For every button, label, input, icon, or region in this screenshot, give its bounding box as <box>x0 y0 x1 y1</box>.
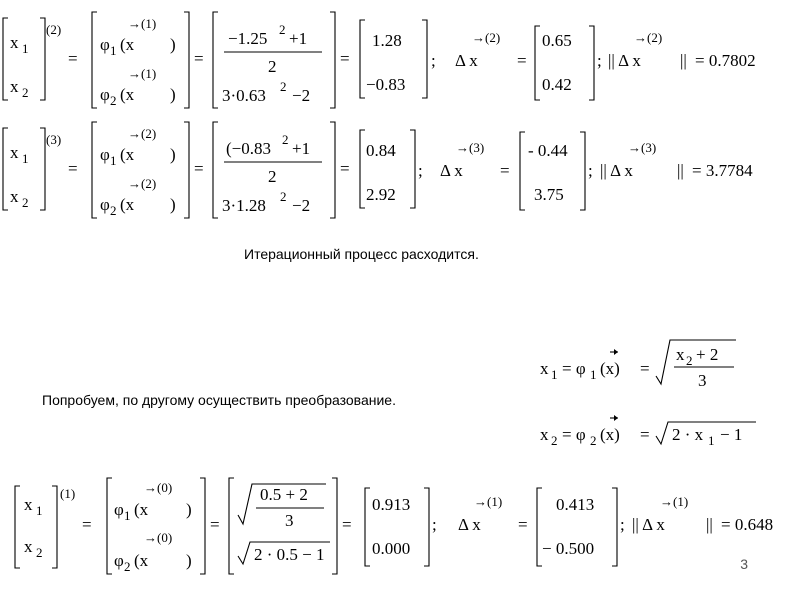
norm-superscript: →(1) <box>660 494 689 509</box>
phi2-symbol: φ <box>100 195 110 214</box>
row-2-expression: 3·0.63 <box>222 86 266 105</box>
semicolon: ; <box>620 515 625 534</box>
radical-1-denominator: 3 <box>285 511 294 530</box>
norm-superscript: →(2) <box>634 30 663 45</box>
bracket-left <box>107 478 112 574</box>
bracket-left <box>213 12 218 108</box>
vector-arrow-head <box>614 415 618 421</box>
norm-open: || Δ x <box>600 161 633 180</box>
delta-superscript: →(3) <box>456 140 485 155</box>
bracket-right <box>184 122 189 218</box>
phi2-sub: 2 <box>110 203 117 218</box>
bracket-left <box>535 26 540 100</box>
bracket-left <box>360 130 365 208</box>
phi1-symbol: φ <box>100 145 110 164</box>
result-x1: 0.84 <box>366 141 396 160</box>
x1-label: x <box>540 359 549 378</box>
row-2-expression: 3·1.28 <box>222 196 266 215</box>
x1-label: x <box>24 495 33 514</box>
bracket-right <box>330 12 335 108</box>
equals-3: = <box>340 159 350 178</box>
iteration-3-block <box>3 122 753 218</box>
phi-arg-superscript: →(2) <box>128 176 157 191</box>
bracket-left <box>360 20 365 98</box>
radical-1-top-tail: + 2 <box>696 345 719 364</box>
delta-2: 0.42 <box>542 75 572 94</box>
phi-arg-superscript: →(2) <box>128 126 157 141</box>
x1-sub: 1 <box>22 41 29 56</box>
delta-1: 0.413 <box>556 495 595 514</box>
norm-open: || Δ x <box>632 515 665 534</box>
equals-3: = <box>342 515 352 534</box>
semicolon: ; <box>597 51 602 70</box>
phi1-arg: (x <box>120 35 135 54</box>
fraction-1-power: 2 <box>279 22 286 37</box>
phi1-sub: 1 <box>590 367 597 382</box>
norm-value: = 3.7784 <box>692 161 753 180</box>
phi1-symbol: φ <box>100 35 110 54</box>
delta-x-label: Δ x <box>455 51 478 70</box>
phi2-arg: (x <box>120 85 135 104</box>
phi1-sub: 1 <box>124 508 131 523</box>
bracket-right <box>410 130 415 208</box>
row-2-tail: −2 <box>292 196 311 215</box>
radical-2: 2 · 0.5 − 1 <box>254 545 325 564</box>
bracket-left <box>15 486 20 568</box>
bracket-right <box>612 488 617 566</box>
phi1-sub: 1 <box>110 43 117 58</box>
bracket-left <box>92 12 97 108</box>
bracket-right <box>330 122 335 218</box>
vector-arrow-head <box>614 349 618 355</box>
x1-label: x <box>10 33 19 52</box>
phi2-equals: = φ <box>562 425 586 444</box>
equals-4: = <box>518 515 528 534</box>
fraction-1-numerator: −1.25 <box>228 29 268 48</box>
vector-superscript: (1) <box>60 486 76 501</box>
row-2-power: 2 <box>280 189 287 204</box>
x2-sub: 2 <box>36 545 43 560</box>
semicolon: ; <box>588 161 593 180</box>
row-2-power: 2 <box>280 79 287 94</box>
delta-2: 3.75 <box>534 185 564 204</box>
delta-x-label: Δ x <box>440 161 463 180</box>
phi2-close: ) <box>170 195 176 214</box>
bracket-right <box>40 18 45 100</box>
equals-2: = <box>194 49 204 68</box>
phi1-close: ) <box>170 35 176 54</box>
result-x2: 2.92 <box>366 185 396 204</box>
bracket-left <box>92 122 97 218</box>
phi-arg-superscript: →(0) <box>144 480 173 495</box>
equals-2: = <box>210 515 220 534</box>
x2-sub: 2 <box>22 85 29 100</box>
result-x1: 0.913 <box>372 495 411 514</box>
bracket-right <box>200 478 205 574</box>
bracket-right <box>52 486 57 568</box>
alternative-transform-message: Попробуем, по другому осуществить преобразование. <box>42 392 396 408</box>
radical-1-top-sub: 2 <box>686 353 693 368</box>
bracket-right <box>424 488 429 566</box>
phi1-sub: 1 <box>110 153 117 168</box>
x1-label: x <box>10 143 19 162</box>
radical-2-sub: 1 <box>708 433 715 448</box>
fraction-1-denominator: 2 <box>268 57 277 76</box>
bracket-left <box>520 132 525 210</box>
page-number: 3 <box>740 556 748 572</box>
phi-arg-superscript: →(0) <box>144 530 173 545</box>
norm-close: || <box>677 161 684 180</box>
bracket-left <box>213 122 218 218</box>
row-2-tail: −2 <box>292 86 311 105</box>
bracket-right <box>589 26 594 100</box>
delta-1: 0.65 <box>542 31 572 50</box>
norm-close: || <box>706 515 713 534</box>
delta-x-label: Δ x <box>458 515 481 534</box>
delta-superscript: →(2) <box>472 30 501 45</box>
phi1-close: ) <box>186 500 192 519</box>
phi2-sub: 2 <box>110 93 117 108</box>
bracket-right <box>332 478 337 574</box>
radical-1-numerator: 0.5 + 2 <box>260 485 308 504</box>
norm-value: = 0.7802 <box>695 51 756 70</box>
delta-superscript: →(1) <box>474 494 503 509</box>
x2-label: x <box>10 187 19 206</box>
x2-sub: 2 <box>22 195 29 210</box>
bracket-left <box>3 18 8 100</box>
x1-sub: 1 <box>22 151 29 166</box>
fraction-1-power: 2 <box>282 132 289 147</box>
vector-superscript: (3) <box>46 132 62 147</box>
bracket-left <box>229 478 234 574</box>
semicolon: ; <box>431 51 436 70</box>
bracket-right <box>40 128 45 210</box>
equals: = <box>640 359 650 378</box>
result-x2: −0.83 <box>366 75 406 94</box>
iteration-1-block <box>15 478 773 574</box>
norm-superscript: →(3) <box>628 140 657 155</box>
phi2-close: ) <box>170 85 176 104</box>
bracket-right <box>184 12 189 108</box>
x2-sub: 2 <box>551 433 558 448</box>
equals-4: = <box>500 161 510 180</box>
phi2-symbol: φ <box>100 85 110 104</box>
equals: = <box>640 425 650 444</box>
phi-arg-superscript: →(1) <box>128 66 157 81</box>
equals-1: = <box>68 159 78 178</box>
phi2-close: ) <box>186 551 192 570</box>
x2-label: x <box>10 77 19 96</box>
semicolon: ; <box>432 515 437 534</box>
phi1-equals: = φ <box>562 359 586 378</box>
x1-sub: 1 <box>551 367 558 382</box>
bracket-left <box>3 128 8 210</box>
bracket-left <box>365 488 370 566</box>
radical-1-top: x <box>676 345 685 364</box>
x2-label: x <box>540 425 549 444</box>
phi2-arg: (x <box>120 195 135 214</box>
equals-1: = <box>68 49 78 68</box>
equals-4: = <box>517 51 527 70</box>
phi1-close: ) <box>170 145 176 164</box>
phi1-arg: (x <box>120 145 135 164</box>
result-x1: 1.28 <box>372 31 402 50</box>
radical-1-denominator: 3 <box>698 371 707 390</box>
phi1-symbol: φ <box>114 500 124 519</box>
iteration-2-block <box>3 12 756 108</box>
fraction-1-tail: +1 <box>292 139 311 158</box>
fraction-1-denominator: 2 <box>268 167 277 186</box>
norm-open: || Δ x <box>608 51 641 70</box>
phi1-arg: (x <box>134 500 149 519</box>
equals-3: = <box>340 49 350 68</box>
phi2-sub: 2 <box>124 559 131 574</box>
result-x2: 0.000 <box>372 539 411 558</box>
phi2-symbol: φ <box>114 551 124 570</box>
fraction-1-numerator: (−0.83 <box>226 139 271 158</box>
delta-2: − 0.500 <box>542 539 595 558</box>
x1-sub: 1 <box>36 503 43 518</box>
radical-2-tail: − 1 <box>720 425 743 444</box>
fraction-1-tail: +1 <box>289 29 308 48</box>
equals-2: = <box>194 159 204 178</box>
norm-close: || <box>680 51 687 70</box>
phi2-arg: (x <box>134 551 149 570</box>
vector-superscript: (2) <box>46 22 62 37</box>
x2-label: x <box>24 537 33 556</box>
semicolon: ; <box>418 161 423 180</box>
equals-1: = <box>82 515 92 534</box>
phi-arg: (x) <box>600 425 620 444</box>
radical-2: 2 · x <box>672 425 704 444</box>
bracket-right <box>422 20 427 98</box>
delta-1: - 0.44 <box>528 141 568 160</box>
divergence-message: Итерационный процесс расходится. <box>244 246 479 262</box>
phi2-sub: 2 <box>590 433 597 448</box>
norm-value: = 0.648 <box>721 515 774 534</box>
transform-formulas <box>540 340 756 448</box>
phi-arg: (x) <box>600 359 620 378</box>
phi-arg-superscript: →(1) <box>128 16 157 31</box>
bracket-right <box>580 132 585 210</box>
